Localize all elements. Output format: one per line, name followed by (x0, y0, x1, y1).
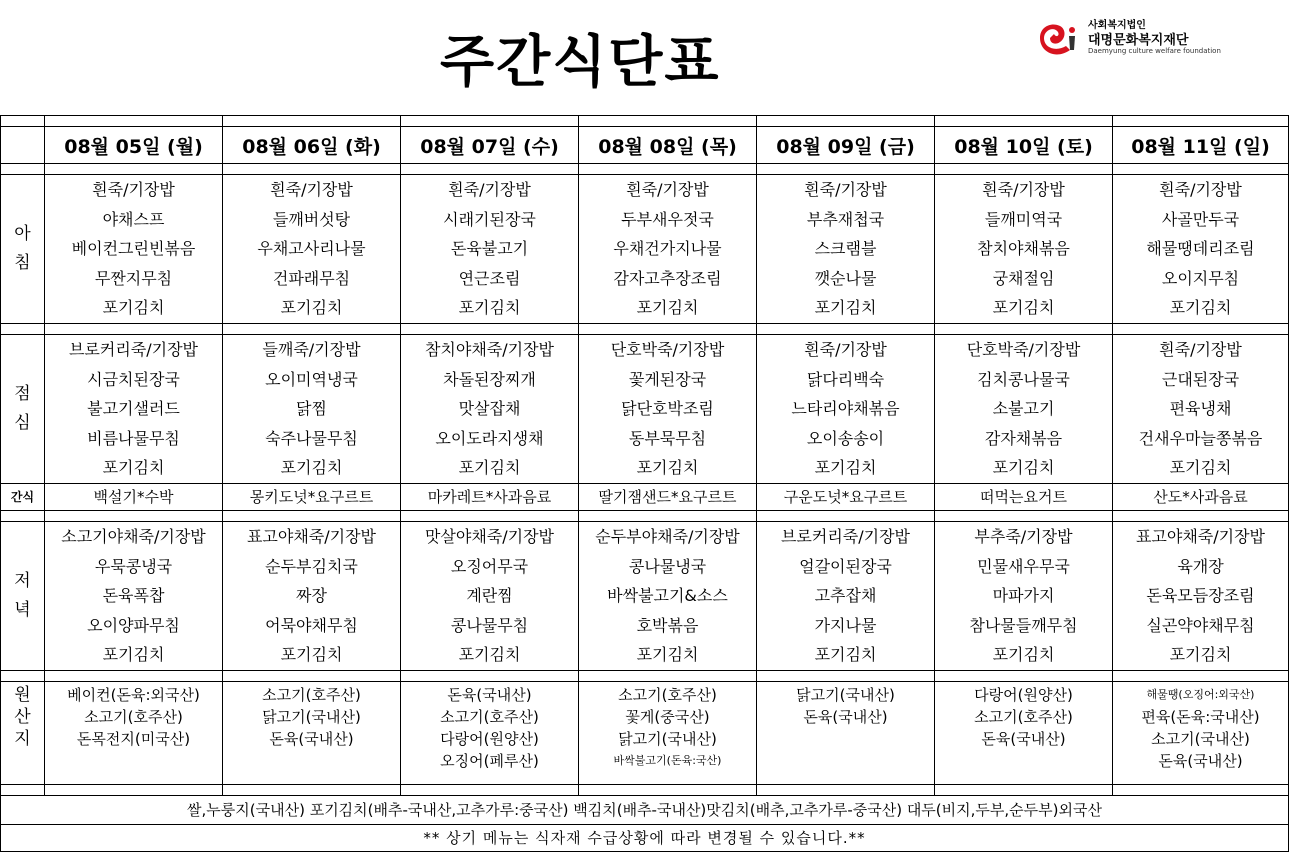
dinner-row-label (1, 521, 45, 670)
menu-item: 포기김치 (636, 298, 699, 318)
menu-item: 흰죽/기장밥 (804, 339, 887, 359)
menu-item: 닭단호박조림 (621, 399, 714, 419)
menu-item: 짜장 (296, 586, 327, 606)
date-row (1, 127, 1289, 164)
menu-cell (579, 334, 757, 483)
menu-item: 베이컨그린빈볶음 (71, 239, 196, 259)
menu-item: 흰죽/기장밥 (270, 180, 353, 199)
origin-item: 닭고기(국내산) (262, 707, 361, 726)
menu-item: 편육냉채 (1169, 399, 1232, 419)
menu-item: 얼갈이된장국 (799, 556, 892, 576)
date-header: 08월 11일 (일) (1113, 127, 1289, 164)
page-title: 주간식단표 (440, 30, 721, 95)
menu-item: 흰죽/기장밥 (1159, 180, 1242, 199)
lunch-row (1, 334, 1289, 483)
spacer-row (1, 164, 1289, 175)
menu-item: 맛살야채죽/기장밥 (424, 526, 555, 546)
menu-item: 민물새우무국 (977, 556, 1070, 576)
menu-item: 들깨죽/기장밥 (262, 339, 361, 359)
menu-item: 호박볶음 (636, 615, 699, 635)
origin-item: 다랑어(원양산) (440, 729, 539, 748)
menu-cell (1113, 521, 1289, 670)
menu-item: 꽃게된장국 (628, 369, 707, 389)
origin-cell (579, 681, 757, 784)
menu-item: 참나물들깨무침 (969, 615, 1078, 635)
origin-note: 쌀,누룽지(국내산) 포기김치(배추-국내산,고추가루:중국산) 백김치(배추-국내산)맛김치(배추,고추가루-중국산) 대두(비지,두부,순두부)외국산 (1, 795, 1289, 824)
menu-item: 우채고사리나물 (257, 239, 366, 259)
date-header: 08월 08일 (목) (579, 127, 757, 164)
menu-item: 가지나물 (814, 615, 877, 635)
menu-item: 우채건가지나물 (613, 239, 722, 259)
menu-item: 콩나물냉국 (628, 556, 707, 576)
snack-cell: 떠먹는요거트 (935, 483, 1113, 510)
menu-cell (757, 334, 935, 483)
origin-item: 소고기(호주산) (974, 707, 1073, 726)
spacer-row (1, 116, 1289, 127)
menu-cell (401, 334, 579, 483)
spacer-row (1, 510, 1289, 521)
menu-item: 포기김치 (102, 458, 165, 478)
menu-item: 소불고기 (992, 399, 1055, 419)
menu-item: 돈육폭찹 (102, 586, 165, 606)
origin-label (1, 681, 45, 784)
menu-item: 들깨버섯탕 (272, 209, 351, 229)
menu-item: 브로커리죽/기장밥 (780, 526, 911, 546)
menu-item: 포기김치 (992, 645, 1055, 665)
menu-item: 단호박죽/기장밥 (966, 339, 1081, 359)
menu-item: 포기김치 (814, 645, 877, 665)
menu-item: 포기김치 (458, 645, 521, 665)
menu-item: 우묵콩냉국 (94, 556, 173, 576)
menu-item: 소고기야채죽/기장밥 (61, 526, 206, 546)
menu-cell (45, 334, 223, 483)
meal-label-char: 점 (14, 383, 31, 404)
menu-item: 오징어무국 (450, 556, 529, 576)
menu-item: 표고야채죽/기장밥 (246, 526, 377, 546)
menu-item: 차돌된장찌개 (443, 369, 536, 389)
menu-item: 비름나물무침 (87, 428, 180, 448)
menu-item: 해물땡데리조림 (1146, 239, 1255, 259)
menu-cell (1113, 334, 1289, 483)
origin-item: 바싹불고기(돈육:국산) (613, 753, 722, 767)
logo-line-1: 사회복지법인 (1088, 20, 1146, 31)
page-header (0, 0, 1290, 115)
origin-label-char: 지 (14, 728, 31, 749)
origin-cell (935, 681, 1113, 784)
menu-item: 단호박죽/기장밥 (610, 339, 725, 359)
snack-cell: 딸기잼샌드*요구르트 (579, 483, 757, 510)
menu-item: 사골만두국 (1161, 209, 1240, 229)
menu-cell (223, 334, 401, 483)
menu-cell (935, 521, 1113, 670)
menu-item: 표고야채죽/기장밥 (1135, 526, 1266, 546)
foundation-logo (1036, 16, 1236, 60)
origin-item: 돈육(국내산) (1158, 751, 1243, 770)
menu-item: 김치콩나물국 (977, 369, 1070, 389)
menu-item: 오이송송이 (806, 428, 885, 448)
menu-item: 포기김치 (636, 645, 699, 665)
menu-item: 포기김치 (280, 298, 343, 318)
menu-item: 동부묵무침 (628, 428, 707, 448)
date-header: 08월 07일 (수) (401, 127, 579, 164)
origin-item: 꽃게(중국산) (625, 707, 710, 726)
menu-item: 포기김치 (280, 458, 343, 478)
origin-item: 소고기(국내산) (1151, 729, 1250, 748)
menu-item: 흰죽/기장밥 (92, 180, 175, 199)
snack-cell: 구운도넛*요구르트 (757, 483, 935, 510)
breakfast-row-label (1, 175, 45, 324)
origin-item: 소고기(호주산) (262, 685, 361, 704)
menu-item: 흰죽/기장밥 (804, 180, 887, 199)
notice-row (1, 824, 1289, 851)
menu-cell (401, 521, 579, 670)
menu-item: 포기김치 (102, 298, 165, 318)
menu-item: 오이양파무침 (87, 615, 180, 635)
dinner-row (1, 521, 1289, 670)
origin-note-row (1, 795, 1289, 824)
menu-item: 오이지무침 (1161, 268, 1240, 288)
menu-item: 육개장 (1177, 556, 1224, 576)
spacer-row (1, 323, 1289, 334)
menu-item: 맛살잡채 (458, 399, 521, 419)
menu-cell (757, 175, 935, 324)
snack-row (1, 483, 1289, 510)
menu-item: 포기김치 (992, 298, 1055, 318)
origin-row (1, 681, 1289, 784)
menu-item: 포기김치 (1169, 645, 1232, 665)
menu-item: 포기김치 (814, 458, 877, 478)
menu-item: 포기김치 (636, 458, 699, 478)
foundation-logo-icon (1036, 20, 1080, 56)
breakfast-row (1, 175, 1289, 324)
menu-item: 포기김치 (458, 298, 521, 318)
menu-item: 포기김치 (280, 645, 343, 665)
menu-cell (935, 334, 1113, 483)
menu-cell (757, 521, 935, 670)
origin-cell (223, 681, 401, 784)
menu-item: 마파가지 (992, 586, 1055, 606)
menu-item: 포기김치 (102, 645, 165, 665)
origin-item: 돈육(국내산) (803, 707, 888, 726)
menu-item: 부추죽/기장밥 (974, 526, 1073, 546)
origin-item: 베이컨(돈육:외국산) (67, 685, 200, 704)
menu-cell (45, 175, 223, 324)
logo-line-2: 대명문화복지재단 (1088, 33, 1189, 48)
menu-cell (45, 521, 223, 670)
menu-item: 야채스프 (102, 209, 165, 229)
origin-item: 소고기(호주산) (618, 685, 717, 704)
origin-item: 돈육(국내산) (269, 729, 354, 748)
menu-item: 고추잡채 (814, 586, 877, 606)
date-header: 08월 06일 (화) (223, 127, 401, 164)
menu-item: 포기김치 (1169, 298, 1232, 318)
snack-cell: 백설기*수박 (45, 483, 223, 510)
menu-item: 참치야채볶음 (977, 239, 1070, 259)
menu-item: 불고기샐러드 (87, 399, 180, 419)
menu-item: 돈육불고기 (450, 239, 529, 259)
menu-cell (223, 521, 401, 670)
menu-item: 근대된장국 (1161, 369, 1240, 389)
origin-cell (1113, 681, 1289, 784)
lunch-row-label (1, 334, 45, 483)
menu-cell (579, 175, 757, 324)
date-header: 08월 09일 (금) (757, 127, 935, 164)
menu-item: 연근조림 (458, 268, 521, 288)
menu-cell (935, 175, 1113, 324)
origin-item: 돈육(국내산) (447, 685, 532, 704)
menu-item: 참치야채죽/기장밥 (424, 339, 555, 359)
meal-label-char: 아 (14, 223, 31, 244)
origin-cell (757, 681, 935, 784)
menu-item: 감자고추장조림 (613, 268, 722, 288)
meal-label-char: 심 (14, 412, 31, 433)
spacer-row (1, 784, 1289, 795)
meal-label-char: 저 (14, 570, 31, 591)
meal-label-char: 녁 (14, 599, 31, 620)
snack-cell: 몽키도넛*요구르트 (223, 483, 401, 510)
origin-item: 소고기(호주산) (84, 707, 183, 726)
origin-cell (401, 681, 579, 784)
menu-item: 순두부김치국 (265, 556, 358, 576)
menu-cell (579, 521, 757, 670)
menu-item: 시금치된장국 (87, 369, 180, 389)
origin-item: 돈목전지(미국산) (76, 729, 191, 748)
origin-label-char: 산 (14, 706, 31, 727)
menu-item: 오이도라지생채 (435, 428, 544, 448)
menu-item: 콩나물무침 (450, 615, 529, 635)
origin-item: 편육(돈육:국내산) (1141, 707, 1260, 726)
origin-item: 다랑어(원양산) (974, 685, 1073, 704)
menu-item: 감자채볶음 (984, 428, 1063, 448)
menu-item: 포기김치 (1169, 458, 1232, 478)
snack-cell: 마카레트*사과음료 (401, 483, 579, 510)
spacer-row (1, 670, 1289, 681)
menu-item: 흰죽/기장밥 (1159, 339, 1242, 359)
menu-cell (401, 175, 579, 324)
menu-item: 돈육모듬장조림 (1146, 586, 1255, 606)
corner-cell (1, 127, 45, 164)
origin-item: 소고기(호주산) (440, 707, 539, 726)
menu-item: 바싹불고기&소스 (607, 586, 728, 606)
menu-item: 브로커리죽/기장밥 (68, 339, 199, 359)
menu-item: 실곤약야채무침 (1146, 615, 1255, 635)
snack-cell: 산도*사과음료 (1113, 483, 1289, 510)
menu-item: 오이미역냉국 (265, 369, 358, 389)
origin-label-char: 원 (14, 684, 31, 705)
menu-item: 두부새우젓국 (621, 209, 714, 229)
menu-item: 건새우마늘쫑볶음 (1138, 428, 1263, 448)
menu-item: 스크램블 (814, 239, 877, 259)
origin-item: 오징어(페루산) (440, 751, 539, 770)
menu-item: 시래기된장국 (443, 209, 536, 229)
date-header: 08월 05일 (월) (45, 127, 223, 164)
menu-item: 궁채절임 (992, 268, 1055, 288)
origin-item: 닭고기(국내산) (796, 685, 895, 704)
menu-item: 닭찜 (296, 399, 327, 419)
origin-item: 돈육(국내산) (981, 729, 1066, 748)
menu-cell (223, 175, 401, 324)
menu-item: 숙주나물무침 (265, 428, 358, 448)
menu-item: 순두부야채죽/기장밥 (595, 526, 740, 546)
menu-item: 포기김치 (814, 298, 877, 318)
change-notice: ** 상기 메뉴는 식자재 수급상황에 따라 변경될 수 있습니다.** (1, 824, 1289, 851)
menu-item: 건파래무침 (272, 268, 351, 288)
menu-item: 닭다리백숙 (806, 369, 885, 389)
weekly-menu-table (0, 115, 1289, 852)
origin-cell (45, 681, 223, 784)
origin-item: 닭고기(국내산) (618, 729, 717, 748)
menu-item: 흰죽/기장밥 (448, 180, 531, 199)
menu-item: 포기김치 (458, 458, 521, 478)
meal-label-char: 침 (14, 252, 31, 273)
menu-item: 들깨미역국 (984, 209, 1063, 229)
menu-item: 포기김치 (992, 458, 1055, 478)
date-header: 08월 10일 (토) (935, 127, 1113, 164)
menu-item: 깻순나물 (814, 268, 877, 288)
menu-item: 느타리야채볶음 (791, 399, 900, 419)
snack-label: 간식 (1, 483, 45, 510)
menu-item: 무짠지무침 (94, 268, 173, 288)
menu-body (1, 116, 1289, 852)
menu-item: 어묵야채무침 (265, 615, 358, 635)
menu-cell (1113, 175, 1289, 324)
origin-item: 해물땡(오징어:외국산) (1146, 687, 1255, 701)
menu-item: 흰죽/기장밥 (982, 180, 1065, 199)
logo-line-3: Daemyung culture welfare foundation (1088, 47, 1221, 55)
menu-item: 부추재첩국 (806, 209, 885, 229)
menu-item: 계란찜 (466, 586, 513, 606)
menu-item: 흰죽/기장밥 (626, 180, 709, 199)
